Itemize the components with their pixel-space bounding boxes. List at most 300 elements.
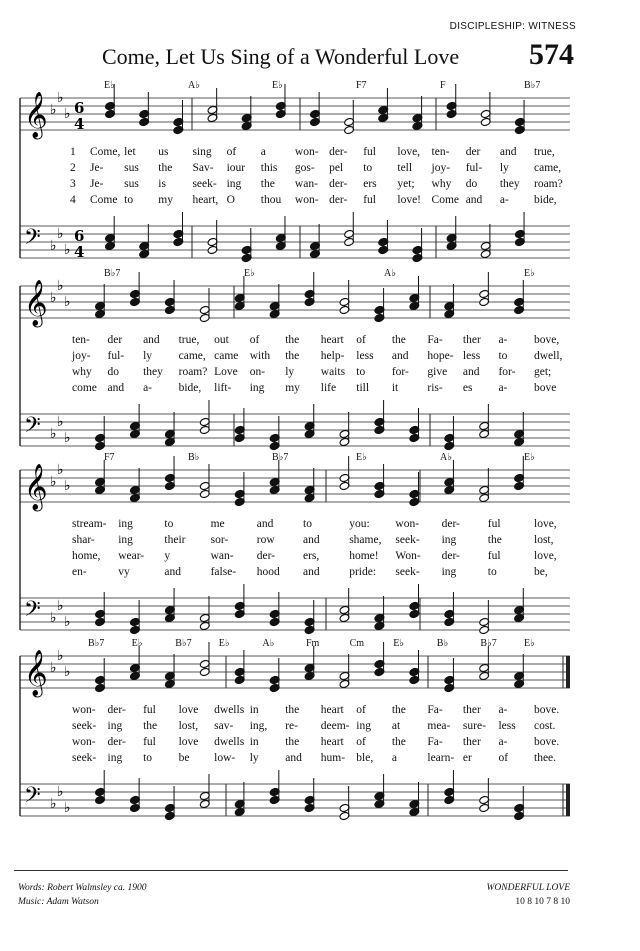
lyric-syllable: dwells xyxy=(214,736,245,748)
lyric-syllable: Come xyxy=(90,194,118,206)
lyric-syllable: Fa- xyxy=(427,334,443,346)
lyric-syllable: Fa- xyxy=(427,704,443,716)
lyric-syllable: bove. xyxy=(534,736,560,748)
verse-line xyxy=(14,194,570,209)
chord-symbol: A♭ xyxy=(262,638,275,649)
lyric-syllable: a- xyxy=(498,334,508,346)
chord-symbol: E♭ xyxy=(356,452,367,463)
lyric-syllable: do xyxy=(465,178,478,190)
lyric-syllable: and xyxy=(462,366,480,378)
lyric-syllable: joy- xyxy=(72,350,91,362)
verse-line xyxy=(14,704,570,719)
lyric-syllable: help- xyxy=(320,350,345,362)
chord-symbol: B♭ xyxy=(188,452,200,463)
lyric-syllable: came, xyxy=(178,350,206,362)
lyric-syllable: life xyxy=(320,382,337,394)
lyric-syllable: sus xyxy=(124,178,139,190)
lyric-syllable: love! xyxy=(397,194,422,206)
lyric-syllable: bove xyxy=(534,382,557,394)
lyric-syllable: with xyxy=(249,350,271,362)
lyric-syllable: re- xyxy=(285,720,298,732)
lyric-syllable: home! xyxy=(349,550,379,562)
lyric-syllable: der- xyxy=(107,736,126,748)
verse-line xyxy=(14,334,570,349)
lyric-syllable: my xyxy=(285,382,300,394)
lyric-syllable: the xyxy=(285,704,300,716)
key-flat: ♭ xyxy=(57,784,64,800)
lyric-syllable: a xyxy=(391,752,397,764)
verse-line xyxy=(14,350,570,365)
lyric-syllable: thee. xyxy=(534,752,557,764)
lyric-syllable: come xyxy=(72,382,97,394)
key-flat: ♭ xyxy=(50,610,57,626)
time-sig-top: 6 xyxy=(74,99,85,117)
lyric-syllable: y xyxy=(164,550,171,562)
lyric-syllable: of xyxy=(226,146,237,158)
lyric-syllable: true, xyxy=(534,146,555,158)
lyric-syllable: came, xyxy=(534,162,562,174)
lyric-syllable: to xyxy=(356,366,366,378)
lyric-syllable: the xyxy=(285,736,300,748)
lyric-syllable: er xyxy=(462,752,472,764)
lyric-syllable: Je- xyxy=(90,178,104,190)
chord-symbol: B♭7 xyxy=(175,638,192,649)
lyric-syllable: and xyxy=(143,334,160,346)
verse-line xyxy=(14,720,570,735)
lyric-syllable: won- xyxy=(72,736,96,748)
lyric-syllable: hum- xyxy=(320,752,346,764)
lyric-syllable: a- xyxy=(498,736,508,748)
lyric-syllable: ful- xyxy=(465,162,483,174)
lyric-syllable: do xyxy=(107,366,120,378)
key-flat: ♭ xyxy=(64,664,71,680)
lyric-syllable: ers, xyxy=(303,550,320,562)
lyric-syllable: the xyxy=(285,350,300,362)
lyric-syllable: to xyxy=(124,194,134,206)
lyric-syllable: why xyxy=(72,366,92,378)
key-flat: ♭ xyxy=(64,106,71,122)
lyric-syllable: en- xyxy=(72,566,87,578)
lyric-syllable: this xyxy=(260,162,278,174)
lyric-syllable: in xyxy=(249,736,259,748)
lyric-syllable: ing xyxy=(441,566,457,578)
lyric-syllable: ful xyxy=(487,550,501,562)
lyric-syllable: and xyxy=(465,194,483,206)
key-flat: ♭ xyxy=(57,226,64,242)
lyric-syllable: they xyxy=(499,178,520,190)
lyric-syllable: heart xyxy=(320,736,344,748)
lyric-syllable: thou xyxy=(260,194,282,206)
lyric-syllable: less xyxy=(356,350,374,362)
treble-clef: 𝄞 xyxy=(24,650,48,696)
lyric-syllable: less xyxy=(462,350,481,362)
lyric-syllable: Sav- xyxy=(192,162,214,174)
time-sig-top: 6 xyxy=(74,227,85,245)
lyric-syllable: out xyxy=(214,334,229,346)
lyric-syllable: lost, xyxy=(534,534,554,546)
lyric-syllable: to xyxy=(143,752,153,764)
key-flat: ♭ xyxy=(57,278,64,294)
lyric-syllable: ing xyxy=(356,720,371,732)
lyric-syllable: ther xyxy=(462,334,481,346)
lyric-syllable: the xyxy=(285,334,300,346)
lyric-syllable: bove, xyxy=(534,334,560,346)
lyric-syllable: hope- xyxy=(427,350,454,362)
lyric-syllable: ing, xyxy=(249,720,268,732)
lyric-syllable: vy xyxy=(118,566,130,578)
key-flat: ♭ xyxy=(57,462,64,478)
chord-symbol: E♭ xyxy=(131,638,143,649)
treble-clef: 𝄞 xyxy=(24,92,48,138)
lyric-syllable: Won- xyxy=(395,550,421,562)
lyric-syllable: der- xyxy=(256,550,276,562)
tune-name: WONDERFUL LOVE xyxy=(486,883,570,893)
lyric-syllable: seek- xyxy=(192,178,217,190)
lyric-syllable: their xyxy=(164,534,186,546)
bass-clef: 𝄢 xyxy=(24,597,41,627)
lyric-syllable: Fa- xyxy=(427,736,443,748)
lyric-syllable: to xyxy=(487,566,497,578)
verse-line xyxy=(14,382,570,397)
lyric-syllable: iour xyxy=(226,162,246,174)
chord-symbol: B♭7 xyxy=(524,80,541,91)
lyric-syllable: and xyxy=(256,518,274,530)
lyric-syllable: for- xyxy=(498,366,516,378)
lyric-syllable: give xyxy=(427,366,448,378)
lyric-syllable: low- xyxy=(214,752,236,764)
lyric-syllable: ther xyxy=(462,704,481,716)
bass-clef: 𝄢 xyxy=(24,225,41,255)
lyric-syllable: ble, xyxy=(356,752,374,764)
lyric-syllable: the xyxy=(391,736,406,748)
lyric-syllable: and xyxy=(499,146,517,158)
chord-symbol: E♭ xyxy=(524,638,535,649)
lyric-syllable: der- xyxy=(441,518,460,530)
lyric-syllable: to xyxy=(164,518,174,530)
chord-symbol: F7 xyxy=(356,80,367,91)
lyric-syllable: bide, xyxy=(178,382,202,394)
lyric-syllable: der- xyxy=(107,704,126,716)
time-sig-bottom: 4 xyxy=(74,243,85,261)
lyric-syllable: for- xyxy=(391,366,409,378)
lyric-syllable: waits xyxy=(320,366,346,378)
key-flat: ♭ xyxy=(57,90,64,106)
lyric-syllable: ly xyxy=(285,366,295,378)
chord-symbol: A♭ xyxy=(188,80,200,91)
lyric-syllable: deem- xyxy=(320,720,350,732)
lyric-syllable: a- xyxy=(498,382,508,394)
verse-line xyxy=(14,534,570,549)
chord-symbol: E♭ xyxy=(524,452,535,463)
lyric-syllable: der xyxy=(107,334,123,346)
lyric-syllable: ful xyxy=(143,736,156,748)
verse-number: 2 xyxy=(70,162,76,174)
lyric-syllable: der- xyxy=(329,146,348,158)
lyric-syllable: der- xyxy=(329,178,348,190)
key-flat: ♭ xyxy=(64,242,71,258)
lyric-syllable: heart xyxy=(320,334,344,346)
lyric-syllable: sus xyxy=(124,162,139,174)
lyric-syllable: love, xyxy=(534,550,557,562)
chord-symbol: B♭ xyxy=(436,638,449,649)
key-flat: ♭ xyxy=(50,796,57,812)
lyric-syllable: hood xyxy=(256,566,280,578)
lyric-syllable: ing xyxy=(441,534,457,546)
lyric-syllable: it xyxy=(391,382,399,394)
lyric-syllable: ing xyxy=(107,720,123,732)
lyric-syllable: der- xyxy=(441,550,460,562)
key-flat: ♭ xyxy=(57,598,64,614)
lyric-syllable: be xyxy=(178,752,190,764)
lyric-syllable: on- xyxy=(249,366,266,378)
verse-line xyxy=(14,162,570,177)
verse-number: 4 xyxy=(70,194,76,206)
verse-line xyxy=(14,366,570,381)
lyric-syllable: be, xyxy=(534,566,548,578)
chord-symbol: B♭7 xyxy=(88,638,105,649)
lyric-syllable: seek- xyxy=(72,752,97,764)
lyric-syllable: they xyxy=(143,366,163,378)
key-flat: ♭ xyxy=(57,648,64,664)
lyric-syllable: you: xyxy=(349,518,370,530)
key-flat: ♭ xyxy=(50,238,57,254)
lyric-syllable: the xyxy=(143,720,158,732)
lyric-syllable: bove. xyxy=(534,704,560,716)
lyric-syllable: and xyxy=(107,382,125,394)
lyric-syllable: mea- xyxy=(427,720,451,732)
lyric-syllable: a xyxy=(260,146,266,158)
chord-symbol: E♭ xyxy=(218,638,230,649)
verse-line xyxy=(14,518,570,533)
chord-symbol: B♭7 xyxy=(480,638,497,649)
lyric-syllable: lost, xyxy=(178,720,199,732)
lyric-syllable: us xyxy=(158,146,169,158)
lyric-syllable: der- xyxy=(329,194,348,206)
lyric-syllable: ful xyxy=(487,518,501,530)
lyric-syllable: ten- xyxy=(431,146,450,158)
lyric-syllable: ful xyxy=(363,194,376,206)
lyric-syllable: sing xyxy=(192,146,212,158)
lyric-syllable: wear- xyxy=(118,550,145,562)
lyric-syllable: ing xyxy=(118,518,133,530)
lyric-syllable: ris- xyxy=(427,382,443,394)
verse-line xyxy=(14,752,570,767)
lyric-syllable: gos- xyxy=(294,162,315,174)
lyric-syllable: and xyxy=(391,350,409,362)
lyric-syllable: Come xyxy=(431,194,460,206)
verse-line xyxy=(14,566,570,581)
credit-rule xyxy=(14,870,568,871)
chord-symbol: A♭ xyxy=(440,452,452,463)
chord-symbol: E♭ xyxy=(393,638,405,649)
verse-line xyxy=(14,550,570,565)
lyric-syllable: won- xyxy=(395,518,420,530)
lyric-syllable: in xyxy=(249,704,259,716)
chord-symbol: B♭7 xyxy=(104,268,121,279)
chord-symbol: B♭7 xyxy=(272,452,289,463)
lyric-syllable: love xyxy=(178,704,199,716)
lyric-syllable: the xyxy=(158,162,173,174)
lyric-syllable: row xyxy=(256,534,275,546)
treble-clef: 𝄞 xyxy=(24,280,48,326)
lyric-syllable: and xyxy=(285,752,302,764)
lyric-syllable: sor- xyxy=(210,534,229,546)
lyric-syllable: and xyxy=(164,566,181,578)
lyric-syllable: es xyxy=(462,382,473,394)
lyric-syllable: ing xyxy=(118,534,133,546)
lyric-syllable: ly xyxy=(143,350,153,362)
key-flat: ♭ xyxy=(64,800,71,816)
chord-symbol: E♭ xyxy=(524,268,535,279)
lyric-syllable: Je- xyxy=(90,162,104,174)
lyric-syllable: sure- xyxy=(462,720,486,732)
lyric-syllable: dwell, xyxy=(534,350,563,362)
lyric-syllable: tell xyxy=(397,162,413,174)
lyric-syllable: let xyxy=(124,146,136,158)
key-flat: ♭ xyxy=(64,430,71,446)
category-label: DISCIPLESHIP: WITNESS xyxy=(449,21,576,32)
key-flat: ♭ xyxy=(57,414,64,430)
verse-line xyxy=(14,146,570,161)
lyric-syllable: lift- xyxy=(214,382,232,394)
lyric-syllable: seek- xyxy=(72,720,97,732)
credits xyxy=(18,881,147,909)
lyric-syllable: stream- xyxy=(72,518,107,530)
verse-line xyxy=(14,736,570,751)
lyric-syllable: der xyxy=(465,146,481,158)
hymn-title: Come, Let Us Sing of a Wonderful Love xyxy=(102,44,460,69)
lyric-syllable: yet; xyxy=(397,178,415,190)
key-flat: ♭ xyxy=(50,474,57,490)
lyric-syllable: of xyxy=(498,752,509,764)
lyric-syllable: love, xyxy=(397,146,421,158)
chord-symbol: Cm xyxy=(349,638,365,649)
lyric-syllable: came xyxy=(214,350,239,362)
tune-meter: 10 8 10 7 8 10 xyxy=(515,897,570,907)
lyric-syllable: ing xyxy=(107,752,123,764)
lyric-syllable: a- xyxy=(143,382,152,394)
lyric-syllable: won- xyxy=(294,146,319,158)
lyric-syllable: of xyxy=(249,334,260,346)
lyric-syllable: love xyxy=(178,736,199,748)
lyric-syllable: the xyxy=(391,704,406,716)
lyric-syllable: wan- xyxy=(210,550,234,562)
lyric-syllable: a- xyxy=(498,704,508,716)
key-flat: ♭ xyxy=(50,660,57,676)
chord-symbol: A♭ xyxy=(384,268,396,279)
lyric-syllable: get; xyxy=(534,366,552,378)
lyric-syllable: to xyxy=(498,350,508,362)
lyric-syllable: and xyxy=(303,566,320,578)
music-credit: Music: Adam Watson xyxy=(18,897,99,907)
lyric-syllable: Love xyxy=(214,366,238,378)
lyric-syllable: Come, xyxy=(90,146,121,158)
lyric-syllable: home, xyxy=(72,550,101,562)
lyric-syllable: the xyxy=(487,534,502,546)
lyric-syllable: love, xyxy=(534,518,557,530)
lyric-syllable: bide, xyxy=(534,194,557,206)
lyric-syllable: of xyxy=(356,334,366,346)
lyric-syllable: till xyxy=(356,382,370,394)
lyric-syllable: O xyxy=(226,194,235,206)
verse-line xyxy=(14,178,570,193)
lyric-syllable: me xyxy=(210,518,225,530)
lyric-syllable: wan- xyxy=(294,178,318,190)
lyric-syllable: ten- xyxy=(72,334,90,346)
lyric-syllable: roam? xyxy=(178,366,208,378)
chord-symbol: E♭ xyxy=(104,80,115,91)
key-flat: ♭ xyxy=(64,614,71,630)
lyric-syllable: at xyxy=(391,720,401,732)
chord-symbol: E♭ xyxy=(244,268,255,279)
lyric-syllable: true, xyxy=(178,334,200,346)
bass-clef: 𝄢 xyxy=(24,783,41,813)
lyric-syllable: of xyxy=(356,704,366,716)
lyric-syllable: of xyxy=(356,736,366,748)
lyric-syllable: false- xyxy=(210,566,237,578)
lyric-syllable: ly xyxy=(499,162,509,174)
lyric-syllable: my xyxy=(158,194,173,206)
key-flat: ♭ xyxy=(64,478,71,494)
lyric-syllable: cost. xyxy=(534,720,556,732)
lyric-syllable: ful xyxy=(363,146,376,158)
lyric-syllable: seek- xyxy=(395,566,420,578)
lyric-syllable: why xyxy=(431,178,452,190)
key-flat: ♭ xyxy=(64,294,71,310)
chord-symbol: F7 xyxy=(104,452,115,463)
treble-clef: 𝄞 xyxy=(24,464,48,510)
lyric-syllable: joy- xyxy=(431,162,451,174)
lyric-syllable: is xyxy=(158,178,166,190)
lyric-syllable: won- xyxy=(72,704,96,716)
lyric-syllable: sav- xyxy=(214,720,234,732)
chord-symbol: E♭ xyxy=(272,80,283,91)
lyric-syllable: dwells xyxy=(214,704,245,716)
lyric-syllable: won- xyxy=(294,194,319,206)
lyric-syllable: heart xyxy=(320,704,344,716)
lyric-syllable: learn- xyxy=(427,752,455,764)
key-flat: ♭ xyxy=(50,290,57,306)
lyric-syllable: a- xyxy=(499,194,509,206)
lyric-syllable: roam? xyxy=(534,178,563,190)
time-sig-bottom: 4 xyxy=(74,115,85,133)
lyric-syllable: less xyxy=(498,720,516,732)
bass-clef: 𝄢 xyxy=(24,413,41,443)
lyric-syllable: ing xyxy=(226,178,242,190)
words-credit: Words: Robert Walmsley ca. 1900 xyxy=(18,883,147,893)
lyric-syllable: ers xyxy=(363,178,377,190)
lyric-syllable: to xyxy=(363,162,373,174)
lyric-syllable: ly xyxy=(249,752,259,764)
lyric-syllable: and xyxy=(303,534,320,546)
verse-number: 3 xyxy=(70,178,76,190)
lyric-syllable: the xyxy=(391,334,406,346)
lyric-syllable: heart, xyxy=(192,194,219,206)
lyric-syllable: ful xyxy=(143,704,156,716)
lyric-syllable: ing xyxy=(249,382,265,394)
lyric-syllable: pride: xyxy=(349,566,377,578)
lyric-syllable: seek- xyxy=(395,534,420,546)
chord-symbol: F xyxy=(440,80,446,91)
tune-info xyxy=(487,881,570,909)
lyric-syllable: the xyxy=(260,178,275,190)
hymn-number: 574 xyxy=(529,38,574,71)
lyric-syllable: to xyxy=(303,518,312,530)
lyric-syllable: shar- xyxy=(72,534,95,546)
verse-number: 1 xyxy=(70,146,76,158)
lyric-syllable: pel xyxy=(329,162,344,174)
chord-symbol: Fm xyxy=(306,638,320,649)
